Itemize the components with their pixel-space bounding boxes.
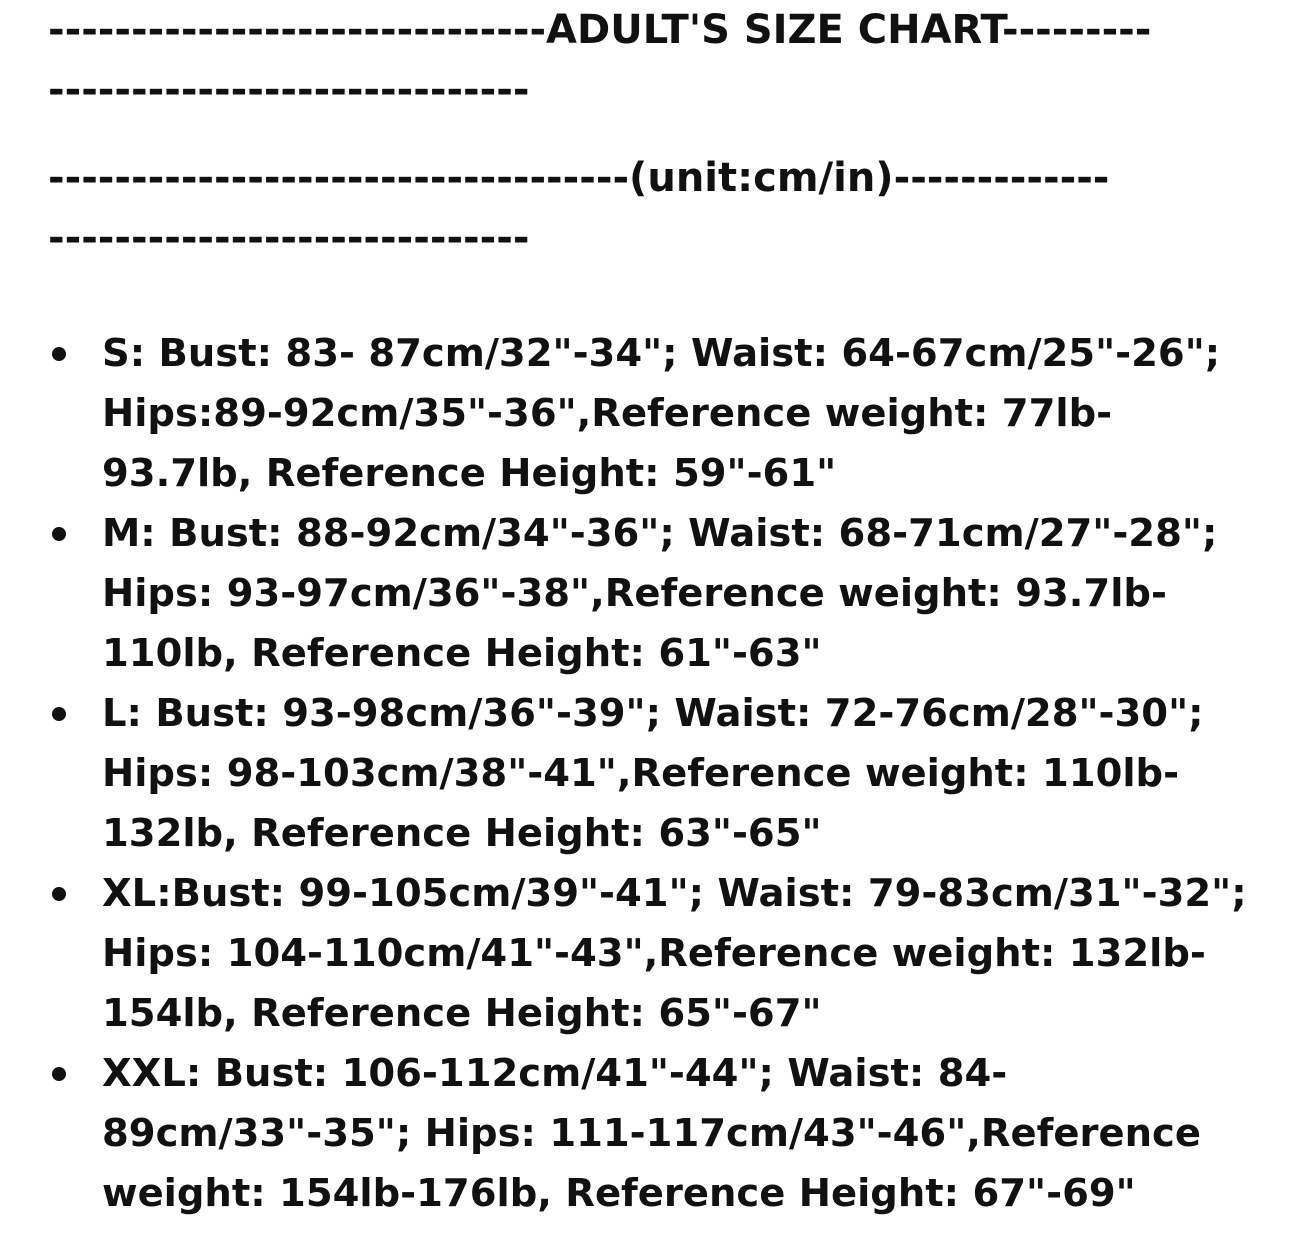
- size-item-xl: [48, 864, 1263, 1044]
- bullet-icon: [52, 347, 66, 361]
- size-line: S: Bust: 83- 87cm/32"-34"; Waist: 64-67cm/25"-26";: [102, 331, 1221, 376]
- size-line: weight: 154lb-176lb, Reference Height: 67"-69": [102, 1171, 1136, 1216]
- size-item-xxl: [48, 1044, 1263, 1224]
- size-line: M: Bust: 88-92cm/34"-36"; Waist: 68-71cm/27"-28";: [102, 511, 1218, 556]
- size-item-s: [48, 324, 1263, 504]
- size-line: XXL: Bust: 106-112cm/41"-44"; Waist: 84-: [102, 1051, 1008, 1096]
- size-line: Hips: 98-103cm/38"-41",Reference weight: 110lb-: [102, 751, 1180, 796]
- unit-line: -----------------------------: [48, 215, 530, 261]
- size-chart-title: [48, 0, 1263, 120]
- size-line: 110lb, Reference Height: 61"-63": [102, 631, 822, 676]
- size-line: L: Bust: 93-98cm/36"-39"; Waist: 72-76cm/28"-30";: [102, 691, 1204, 736]
- size-line: 132lb, Reference Height: 63"-65": [102, 811, 822, 856]
- size-item-l: [48, 684, 1263, 864]
- size-list: [48, 324, 1263, 1224]
- title-line: -----------------------------: [48, 67, 530, 113]
- bullet-icon: [52, 887, 66, 901]
- size-chart-document: [48, 0, 1263, 1224]
- size-line: Hips: 93-97cm/36"-38",Reference weight: 93.7lb-: [102, 571, 1167, 616]
- size-item-m: [48, 504, 1263, 684]
- size-line: 154lb, Reference Height: 65"-67": [102, 991, 822, 1036]
- size-line: Hips: 104-110cm/41"-43",Reference weight: 132lb-: [102, 931, 1206, 976]
- size-line: 89cm/33"-35"; Hips: 111-117cm/43"-46",Reference: [102, 1111, 1201, 1156]
- size-line: XL:Bust: 99-105cm/39"-41"; Waist: 79-83cm/31"-32";: [102, 871, 1247, 916]
- size-line: Hips:89-92cm/35"-36",Reference weight: 77lb-: [102, 391, 1113, 436]
- bullet-icon: [52, 527, 66, 541]
- title-line: ------------------------------ADULT'S SIZE CHART---------: [48, 7, 1152, 53]
- unit-line: -----------------------------------(unit:cm/in)-------------: [48, 155, 1110, 201]
- unit-label: [48, 148, 1263, 268]
- bullet-icon: [52, 707, 66, 721]
- size-line: 93.7lb, Reference Height: 59"-61": [102, 451, 837, 496]
- bullet-icon: [52, 1067, 66, 1081]
